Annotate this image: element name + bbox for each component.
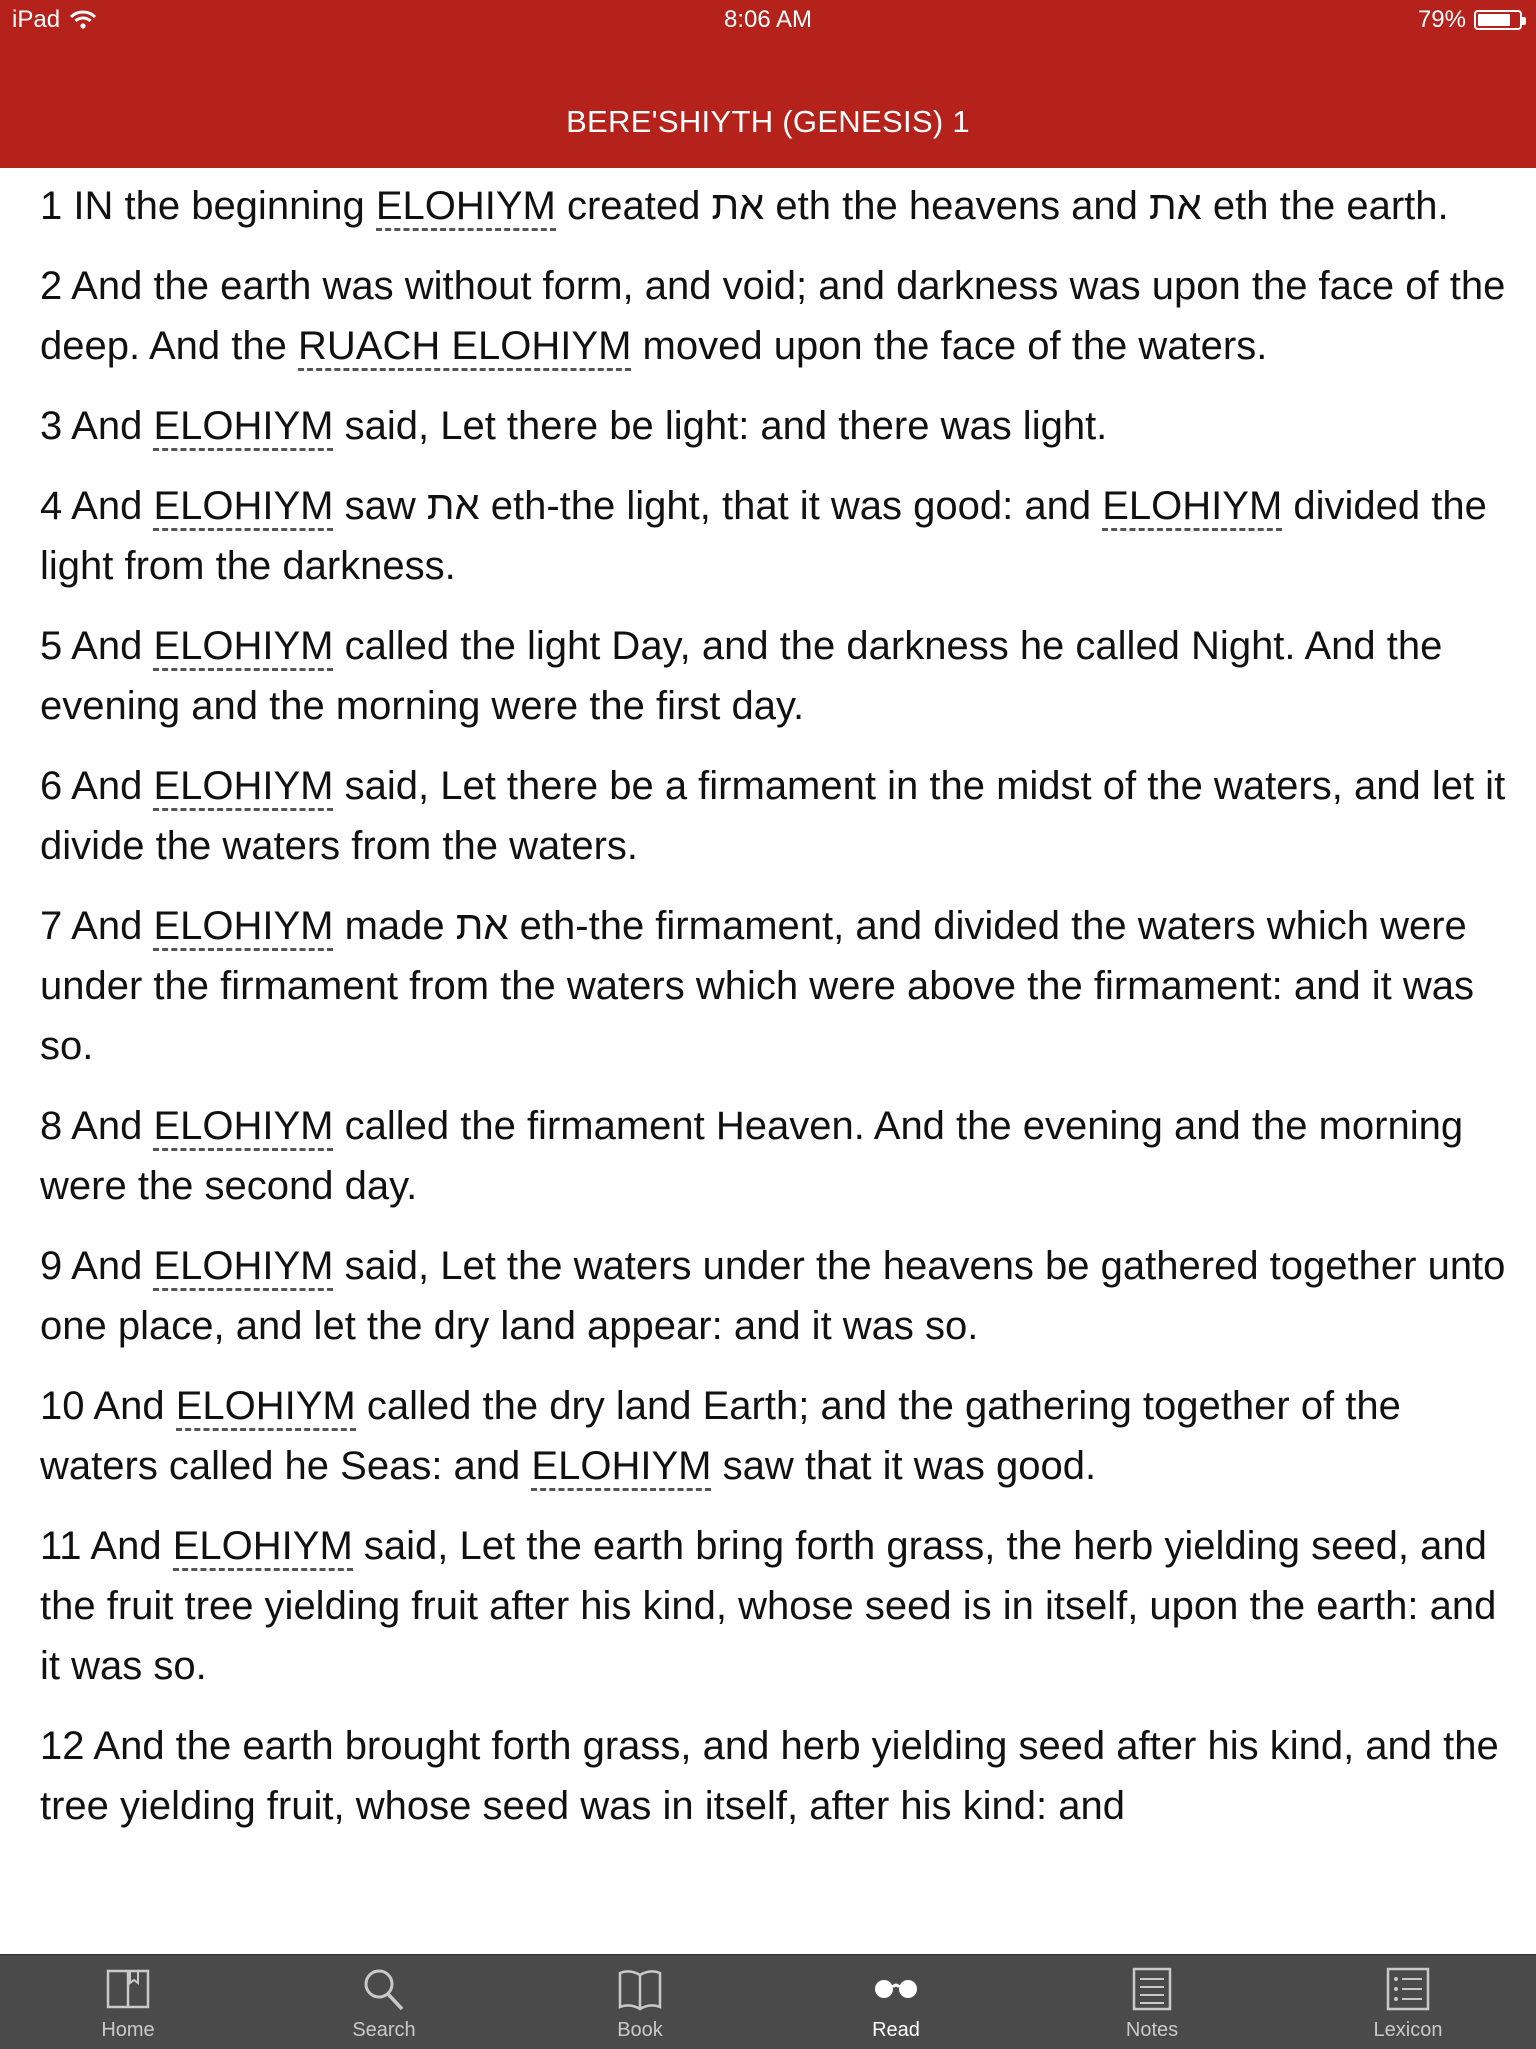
verse-11 [40, 1516, 1510, 1696]
page-title: BERE'SHIYTH (GENESIS) 1 [566, 104, 970, 139]
verse-1 [40, 176, 1510, 236]
lexicon-term-link[interactable]: ELOHIYM [1102, 484, 1282, 531]
verse-text: 11 And [40, 1524, 173, 1568]
lexicon-term-link[interactable]: ELOHIYM [153, 1244, 333, 1291]
verse-text: 10 And [40, 1384, 176, 1428]
book-icon [612, 1963, 668, 2015]
verse-8 [40, 1096, 1510, 1216]
notes-icon [1124, 1963, 1180, 2015]
verse-text: said, Let there be a firmament in the midst of the waters, and let it divide the waters from the waters. [40, 764, 1506, 868]
verse-text: moved upon the face of the waters. [631, 324, 1268, 368]
status-right [1418, 6, 1522, 34]
battery-percent: 79% [1417, 6, 1466, 33]
status-bar [0, 0, 1536, 40]
lexicon-term-link[interactable]: ELOHIYM [173, 1524, 353, 1571]
battery-fill [1478, 14, 1510, 26]
tab-read[interactable] [796, 1955, 996, 2049]
verse-5 [40, 616, 1510, 736]
verse-text: 1 IN the beginning [40, 184, 376, 228]
verse-text: 12 And the earth brought forth grass, and herb yielding seed after his kind, and the tree yielding fruit, whose seed was in itself, after his kind: and [40, 1724, 1499, 1828]
verse-text: 8 And [40, 1104, 154, 1148]
list-icon [1380, 1963, 1436, 2015]
tab-notes[interactable] [1052, 1955, 1252, 2049]
verse-text: saw את eth-the light, that it was good: and [333, 484, 1103, 528]
verse-text: saw that it was good. [711, 1444, 1097, 1488]
scripture-content[interactable] [40, 168, 1510, 1954]
verse-text: created את eth the heavens and את eth the earth. [555, 184, 1449, 228]
verse-text: 7 And [40, 904, 154, 948]
tab-lexicon[interactable] [1308, 1955, 1508, 2049]
lexicon-term-link[interactable]: ELOHIYM [176, 1384, 356, 1431]
verse-text: 9 And [40, 1244, 154, 1288]
verse-text: said, Let the waters under the heavens be gathered together unto one place, and let the dry land appear: and it was so. [40, 1244, 1506, 1348]
lexicon-term-link[interactable]: ELOHIYM [153, 904, 333, 951]
battery-icon [1474, 10, 1522, 30]
lexicon-term-link[interactable]: ELOHIYM [153, 404, 333, 451]
tab-bar [0, 1954, 1536, 2049]
lexicon-term-link[interactable]: ELOHIYM [153, 624, 333, 671]
tab-label: Search [352, 2019, 416, 2041]
verse-9 [40, 1236, 1510, 1356]
status-time: 8:06 AM [723, 6, 813, 33]
tab-label: Read [872, 2019, 920, 2041]
app-header [0, 0, 1536, 168]
verse-text: 3 And [40, 404, 154, 448]
verse-text: 6 And [40, 764, 154, 808]
search-icon [356, 1963, 412, 2015]
verse-12 [40, 1716, 1510, 1836]
lexicon-term-link[interactable]: ELOHIYM [376, 184, 556, 231]
verse-text: 5 And [40, 624, 154, 668]
verse-text: 2 And the earth was without form, and void; and darkness was upon the face of the deep. And the [40, 264, 1506, 368]
verse-text: said, Let the earth bring forth grass, the herb yielding seed, and the fruit tree yielding fruit after his kind, whose seed is in itself, upon the earth: and it was so. [40, 1524, 1497, 1688]
verse-7 [40, 896, 1510, 1076]
reading-glasses-icon [868, 1963, 924, 2015]
verse-10 [40, 1376, 1510, 1496]
verse-text: called the firmament Heaven. And the evening and the morning were the second day. [40, 1104, 1464, 1208]
tab-label: Notes [1125, 2019, 1179, 2041]
device-label: iPad [12, 6, 61, 33]
lexicon-term-link[interactable]: ELOHIYM [531, 1444, 711, 1491]
tab-home[interactable] [28, 1955, 228, 2049]
lexicon-term-link[interactable]: RUACH ELOHIYM [298, 324, 631, 371]
verse-2 [40, 256, 1510, 376]
verse-text: 4 And [40, 484, 154, 528]
verse-text: called the dry land Earth; and the gathering together of the waters called he Seas: and [40, 1384, 1401, 1488]
home-book-icon [100, 1963, 156, 2015]
verse-text: said, Let there be light: and there was light. [333, 404, 1108, 448]
tab-label: Home [101, 2019, 155, 2041]
tab-label: Lexicon [1373, 2019, 1443, 2041]
tab-label: Book [617, 2019, 663, 2041]
lexicon-term-link[interactable]: ELOHIYM [153, 484, 333, 531]
verse-3 [40, 396, 1510, 456]
verse-4 [40, 476, 1510, 596]
tab-book[interactable] [540, 1955, 740, 2049]
lexicon-term-link[interactable]: ELOHIYM [153, 1104, 333, 1151]
verse-6 [40, 756, 1510, 876]
lexicon-term-link[interactable]: ELOHIYM [153, 764, 333, 811]
tab-search[interactable] [284, 1955, 484, 2049]
verse-text: called the light Day, and the darkness he called Night. And the evening and the morning were the first day. [40, 624, 1443, 728]
verse-text: made את eth-the firmament, and divided the waters which were under the firmament from the waters which were above the firmament: and it was so. [40, 904, 1474, 1068]
verse-text: divided the light from the darkness. [40, 484, 1487, 588]
